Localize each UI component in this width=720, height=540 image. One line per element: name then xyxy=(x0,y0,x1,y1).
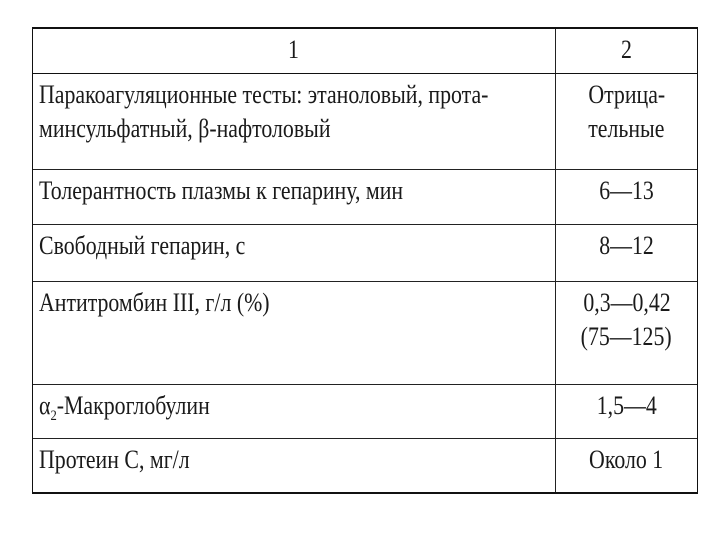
alpha-subscript: 2 xyxy=(50,408,57,425)
row-value-cell xyxy=(556,225,697,281)
row-name-line: Протеин С, мг/л xyxy=(39,445,190,474)
row-value-line: 0,3—0,42 xyxy=(582,288,671,317)
row-value-line: тельные xyxy=(588,114,665,143)
header-col-1-label: 1 xyxy=(287,35,299,64)
row-name-line: Свободный гепарин, с xyxy=(39,231,246,260)
row-name-line: Паракоагуляционные тесты: этаноловый, прота- xyxy=(39,80,489,109)
header-col-2 xyxy=(556,29,697,73)
table-row xyxy=(33,281,697,384)
row-value-line: 8—12 xyxy=(599,231,654,260)
table-row xyxy=(33,224,697,281)
row-value-line: 1,5—4 xyxy=(596,391,657,420)
table-header-row xyxy=(33,29,697,74)
row-value-cell xyxy=(556,439,697,492)
row-value-line: (75—125) xyxy=(580,322,672,351)
row-name-cell xyxy=(33,282,556,384)
header-col-1 xyxy=(33,29,556,73)
row-name-line: Антитромбин III, г/л (%) xyxy=(39,288,270,317)
table-row xyxy=(33,169,697,224)
row-name-cell xyxy=(33,170,556,224)
row-value-cell xyxy=(556,385,697,438)
row-name-line: Толерантность плазмы к гепарину, мин xyxy=(39,176,404,205)
row-name-cell xyxy=(33,439,556,492)
reference-table xyxy=(32,27,698,494)
table-row xyxy=(33,384,697,438)
header-col-2-label: 2 xyxy=(621,35,632,64)
row-value-cell xyxy=(556,74,697,169)
row-name-line: минсульфатный, β-нафтоловый xyxy=(39,114,331,143)
table-row xyxy=(33,74,697,169)
row-name-line xyxy=(39,389,210,423)
row-name-cell xyxy=(33,74,556,169)
row-value-line: Около 1 xyxy=(589,445,664,474)
row-value-line: 6—13 xyxy=(599,176,654,205)
row-name-suffix: -Макроглобулин xyxy=(56,391,210,420)
row-value-cell xyxy=(556,170,697,224)
table-row xyxy=(33,438,697,492)
row-value-line: Отрица- xyxy=(588,80,665,109)
row-name-cell xyxy=(33,385,556,438)
row-value-cell xyxy=(556,282,697,384)
row-name-cell xyxy=(33,225,556,281)
alpha-symbol: α xyxy=(39,391,51,420)
